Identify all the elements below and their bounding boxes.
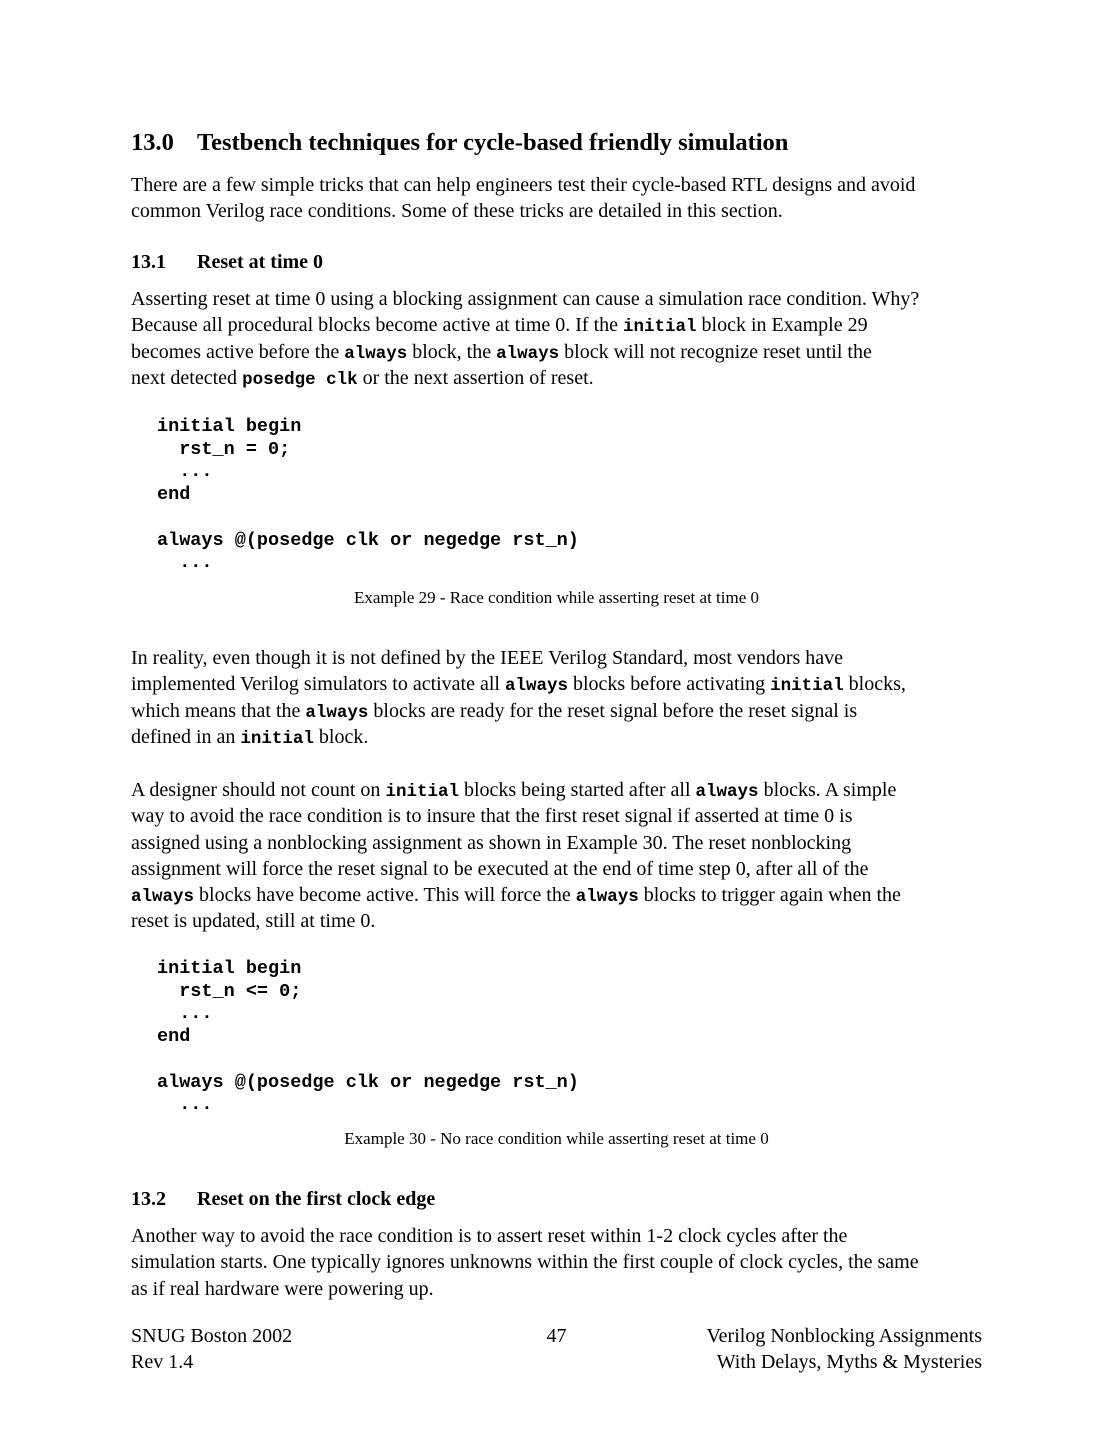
text-span: A designer should not count on (131, 779, 386, 801)
text-line: as if real hardware were powering up. (131, 1277, 434, 1300)
text-line (131, 882, 991, 908)
intro-paragraph (131, 172, 991, 225)
caption-example-29: Example 29 - Race condition while asserting reset at time 0 (353, 588, 760, 607)
text-line: In reality, even though it is not defined by the IEEE Verilog Standard, most vendors have (131, 647, 844, 669)
text-span: blocks. A simple (758, 779, 897, 801)
footer-paper-title-1: Verilog Nonblocking Assignments (706, 1325, 982, 1347)
text-span: blocks, (843, 673, 906, 696)
text-line: assignment will force the reset signal to be executed at the end of time step 0, after all of the (131, 857, 869, 880)
inline-code: initial (240, 728, 314, 749)
text-span: blocks to trigger again when the (638, 884, 901, 907)
text-line: common Verilog race conditions. Some of these tricks are detailed in this section. (131, 200, 783, 223)
footer-conference: SNUG Boston 2002 (131, 1325, 293, 1347)
footer-revision: Rev 1.4 (131, 1351, 194, 1374)
page-number: 47 (546, 1325, 567, 1347)
text-line: way to avoid the race condition is to insure that the first reset signal if asserted at time 0 is (131, 805, 853, 828)
text-span: blocks being started after all (458, 779, 696, 801)
text-span: blocks have become active. This will force the (194, 884, 576, 907)
subsection-title: Reset at time 0 (197, 251, 324, 273)
caption-example-30: Example 30 - No race condition while asserting reset at time 0 (344, 1129, 769, 1148)
text-line (131, 339, 991, 365)
subsection-title: Reset on the first clock edge (197, 1188, 436, 1210)
inline-code: always (575, 887, 639, 908)
inline-code: always (305, 702, 369, 723)
paragraph-first-clock-edge (131, 1223, 991, 1302)
text-line: assigned using a nonblocking assignment as shown in Example 30. The reset nonblocking (131, 831, 852, 854)
subsection-number: 13.2 (131, 1188, 166, 1210)
inline-code: posedge clk (242, 369, 358, 390)
code-example-29: initial begin rst_n = 0; ... end always @(posedge clk or negedge rst_n) ... (157, 416, 579, 574)
inline-code: initial (623, 317, 697, 338)
inline-code: always (496, 343, 560, 364)
footer-right (706, 1323, 982, 1376)
text-span: blocks are ready for the reset signal before the reset signal is (368, 699, 858, 722)
text-span: next detected (131, 366, 243, 389)
inline-code: initial (385, 782, 459, 802)
footer-paper-title-2: With Delays, Myths & Mysteries (716, 1351, 982, 1374)
paragraph-reset-race (131, 286, 991, 391)
paragraph-vendor-behavior (131, 645, 991, 750)
text-span: which means that the (131, 699, 306, 722)
inline-code: always (131, 887, 195, 908)
section-heading (131, 129, 788, 157)
text-span: block will not recognize reset until the (559, 340, 872, 363)
text-line: reset is updated, still at time 0. (131, 910, 376, 933)
text-span: defined in an (131, 725, 241, 748)
text-span: Because all procedural blocks become active at time 0. If the (131, 314, 624, 337)
text-line (131, 671, 991, 697)
text-line: simulation starts. One typically ignores unknowns within the first couple of clock cycles, the same (131, 1251, 919, 1274)
subsection-number: 13.1 (131, 251, 166, 273)
text-line: There are a few simple tricks that can help engineers test their cycle-based RTL designs and avoid (131, 174, 916, 196)
text-span: becomes active before the (131, 340, 345, 363)
text-line (131, 365, 991, 391)
inline-code: initial (770, 676, 844, 697)
inline-code: always (344, 343, 408, 364)
inline-code: always (504, 676, 568, 697)
text-span: block. (313, 725, 369, 748)
text-line (131, 777, 991, 803)
text-span: or the next assertion of reset. (357, 366, 594, 389)
text-line (131, 724, 991, 750)
subsection-heading-13-2 (131, 1188, 435, 1211)
text-span: implemented Verilog simulators to activate all (131, 673, 505, 696)
subsection-heading-13-1 (131, 251, 323, 274)
section-title: Testbench techniques for cycle-based friendly simulation (197, 129, 789, 156)
code-example-30: initial begin rst_n <= 0; ... end always @(posedge clk or negedge rst_n) ... (157, 958, 579, 1116)
text-line: Asserting reset at time 0 using a blocking assignment can cause a simulation race condition. Why? (131, 288, 920, 310)
section-number: 13.0 (131, 129, 174, 156)
text-line (131, 698, 991, 724)
paragraph-nonblocking-reset (131, 777, 991, 935)
text-line: Another way to avoid the race condition is to assert reset within 1-2 clock cycles after the (131, 1225, 848, 1247)
inline-code: always (695, 782, 759, 802)
text-span: blocks before activating (568, 673, 771, 696)
text-line (131, 312, 991, 338)
text-span: block, the (407, 340, 497, 363)
text-span: block in Example 29 (696, 314, 868, 337)
